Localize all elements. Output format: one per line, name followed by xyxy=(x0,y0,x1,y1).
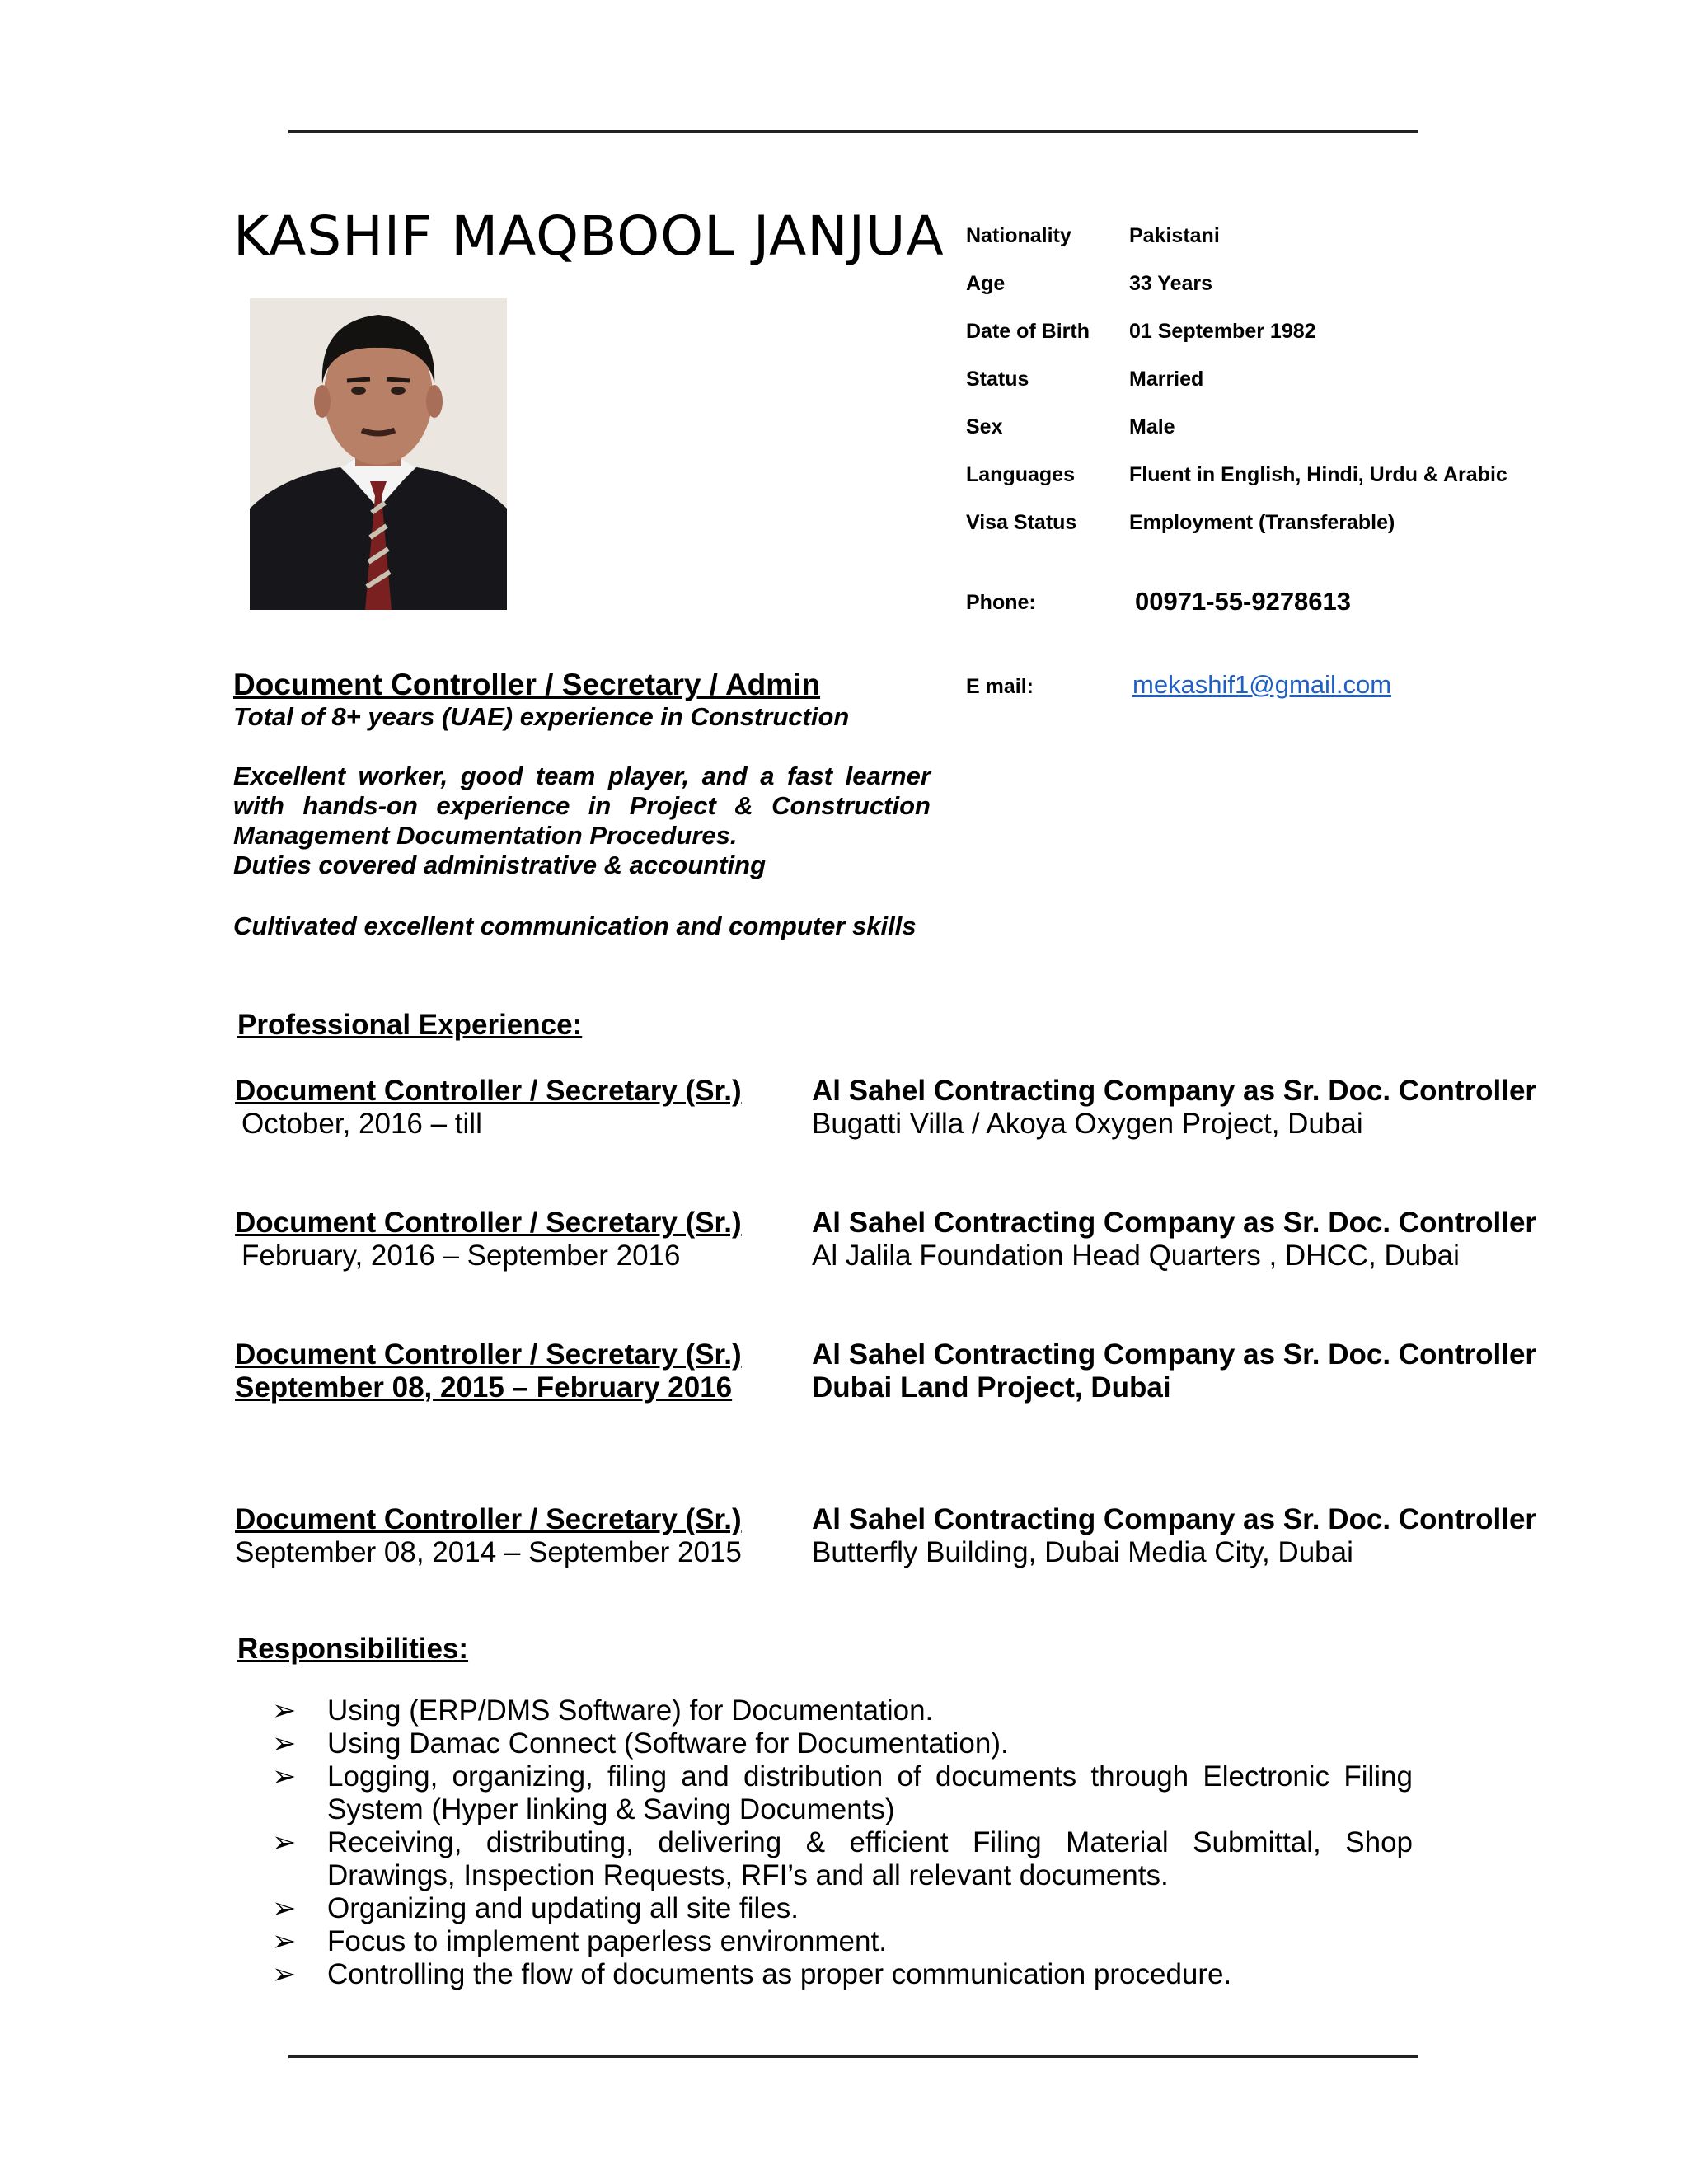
detail-label: Visa Status xyxy=(966,511,1077,534)
job-role: Document Controller / Secretary (Sr.) xyxy=(235,1207,742,1239)
arrow-bullet-icon: ➢ xyxy=(272,1760,297,1793)
detail-label: Age xyxy=(966,272,1006,295)
job-company: Al Sahel Contracting Company as Sr. Doc. Controller xyxy=(812,1503,1537,1535)
job-period: October, 2016 – till xyxy=(241,1108,482,1140)
responsibility-text: Using (ERP/DMS Software) for Documentation. xyxy=(327,1694,934,1727)
responsibility-text: Organizing and updating all site files. xyxy=(327,1892,799,1924)
job-entry xyxy=(235,1338,1554,1413)
bottom-divider xyxy=(288,2055,1418,2058)
detail-label: Date of Birth xyxy=(966,320,1090,343)
list-item xyxy=(272,1958,1413,1991)
detail-value: 33 Years xyxy=(1129,272,1213,295)
arrow-bullet-icon: ➢ xyxy=(272,1925,297,1957)
arrow-bullet-icon: ➢ xyxy=(272,1694,297,1727)
arrow-bullet-icon: ➢ xyxy=(272,1892,297,1924)
summary-line: Management Documentation Procedures. xyxy=(233,821,738,850)
list-item xyxy=(272,1892,1413,1925)
top-divider xyxy=(288,130,1418,133)
phone-number: 00971-55-9278613 xyxy=(1135,587,1352,616)
arrow-bullet-icon: ➢ xyxy=(272,1826,297,1858)
responsibility-text: Focus to implement paperless environment. xyxy=(327,1925,887,1957)
detail-value: 01 September 1982 xyxy=(1129,320,1316,343)
job-project: Butterfly Building, Dubai Media City, Dubai xyxy=(812,1536,1353,1568)
arrow-bullet-icon: ➢ xyxy=(272,1958,297,1990)
experience-heading: Professional Experience: xyxy=(237,1009,583,1041)
detail-value: Male xyxy=(1129,415,1175,438)
job-period: September 08, 2015 – February 2016 xyxy=(235,1371,733,1404)
job-period: September 08, 2014 – September 2015 xyxy=(235,1536,742,1568)
list-item xyxy=(272,1826,1413,1892)
email-label: E mail: xyxy=(966,675,1034,698)
job-period: February, 2016 – September 2016 xyxy=(241,1240,681,1272)
responsibility-text: Controlling the flow of documents as proper communication procedure. xyxy=(327,1958,1232,1990)
portrait-illustration xyxy=(250,298,507,610)
experience-summary: Total of 8+ years (UAE) experience in Construction xyxy=(233,702,850,731)
email-link[interactable]: mekashif1@gmail.com xyxy=(1132,670,1392,699)
detail-value: Pakistani xyxy=(1129,224,1220,247)
candidate-name: KASHIF MAQBOOL JANJUA xyxy=(233,204,945,268)
detail-label: Languages xyxy=(966,463,1075,486)
detail-value: Fluent in English, Hindi, Urdu & Arabic xyxy=(1129,463,1507,486)
job-role: Document Controller / Secretary (Sr.) xyxy=(235,1503,742,1535)
job-title: Document Controller / Secretary / Admin xyxy=(233,668,821,701)
job-company: Al Sahel Contracting Company as Sr. Doc. Controller xyxy=(812,1075,1537,1107)
job-role: Document Controller / Secretary (Sr.) xyxy=(235,1075,742,1107)
list-item xyxy=(272,1760,1413,1826)
job-entry xyxy=(235,1207,1554,1281)
detail-value: Employment (Transferable) xyxy=(1129,511,1395,534)
job-project: Al Jalila Foundation Head Quarters , DHCC, Dubai xyxy=(812,1240,1460,1272)
job-project: Dubai Land Project, Dubai xyxy=(812,1371,1171,1404)
job-company: Al Sahel Contracting Company as Sr. Doc. Controller xyxy=(812,1338,1537,1371)
job-project: Bugatti Villa / Akoya Oxygen Project, Dubai xyxy=(812,1108,1363,1140)
responsibility-text: Receiving, distributing, delivering & efficient Filing Material Submittal, Shop Drawings, Inspection Requests, RFI’s and all relevant documents. xyxy=(327,1826,1413,1891)
responsibility-text: Logging, organizing, filing and distribution of documents through Electronic Filing System (Hyper linking & Saving Documents) xyxy=(327,1760,1413,1825)
detail-value: Married xyxy=(1129,368,1204,391)
summary-line: with hands-on experience in Project & Construction xyxy=(233,791,931,820)
list-item xyxy=(272,1694,1413,1727)
job-role: Document Controller / Secretary (Sr.) xyxy=(235,1338,742,1371)
arrow-bullet-icon: ➢ xyxy=(272,1727,297,1760)
responsibilities-list xyxy=(272,1694,1413,1991)
summary-line: Excellent worker, good team player, and a fast learner xyxy=(233,762,931,790)
detail-label: Status xyxy=(966,368,1029,391)
detail-label: Sex xyxy=(966,415,1003,438)
job-company: Al Sahel Contracting Company as Sr. Doc. Controller xyxy=(812,1207,1537,1239)
job-entry xyxy=(235,1075,1554,1149)
summary-line: Duties covered administrative & accounting xyxy=(233,851,767,879)
detail-label: Nationality xyxy=(966,224,1071,247)
skills-summary: Cultivated excellent communication and computer skills xyxy=(233,912,917,940)
profile-photo xyxy=(250,298,507,610)
responsibility-text: Using Damac Connect (Software for Documentation). xyxy=(327,1727,1009,1760)
job-entry xyxy=(235,1503,1554,1577)
phone-label: Phone: xyxy=(966,591,1036,614)
list-item xyxy=(272,1727,1413,1760)
list-item xyxy=(272,1925,1413,1958)
responsibilities-heading: Responsibilities: xyxy=(237,1633,469,1665)
